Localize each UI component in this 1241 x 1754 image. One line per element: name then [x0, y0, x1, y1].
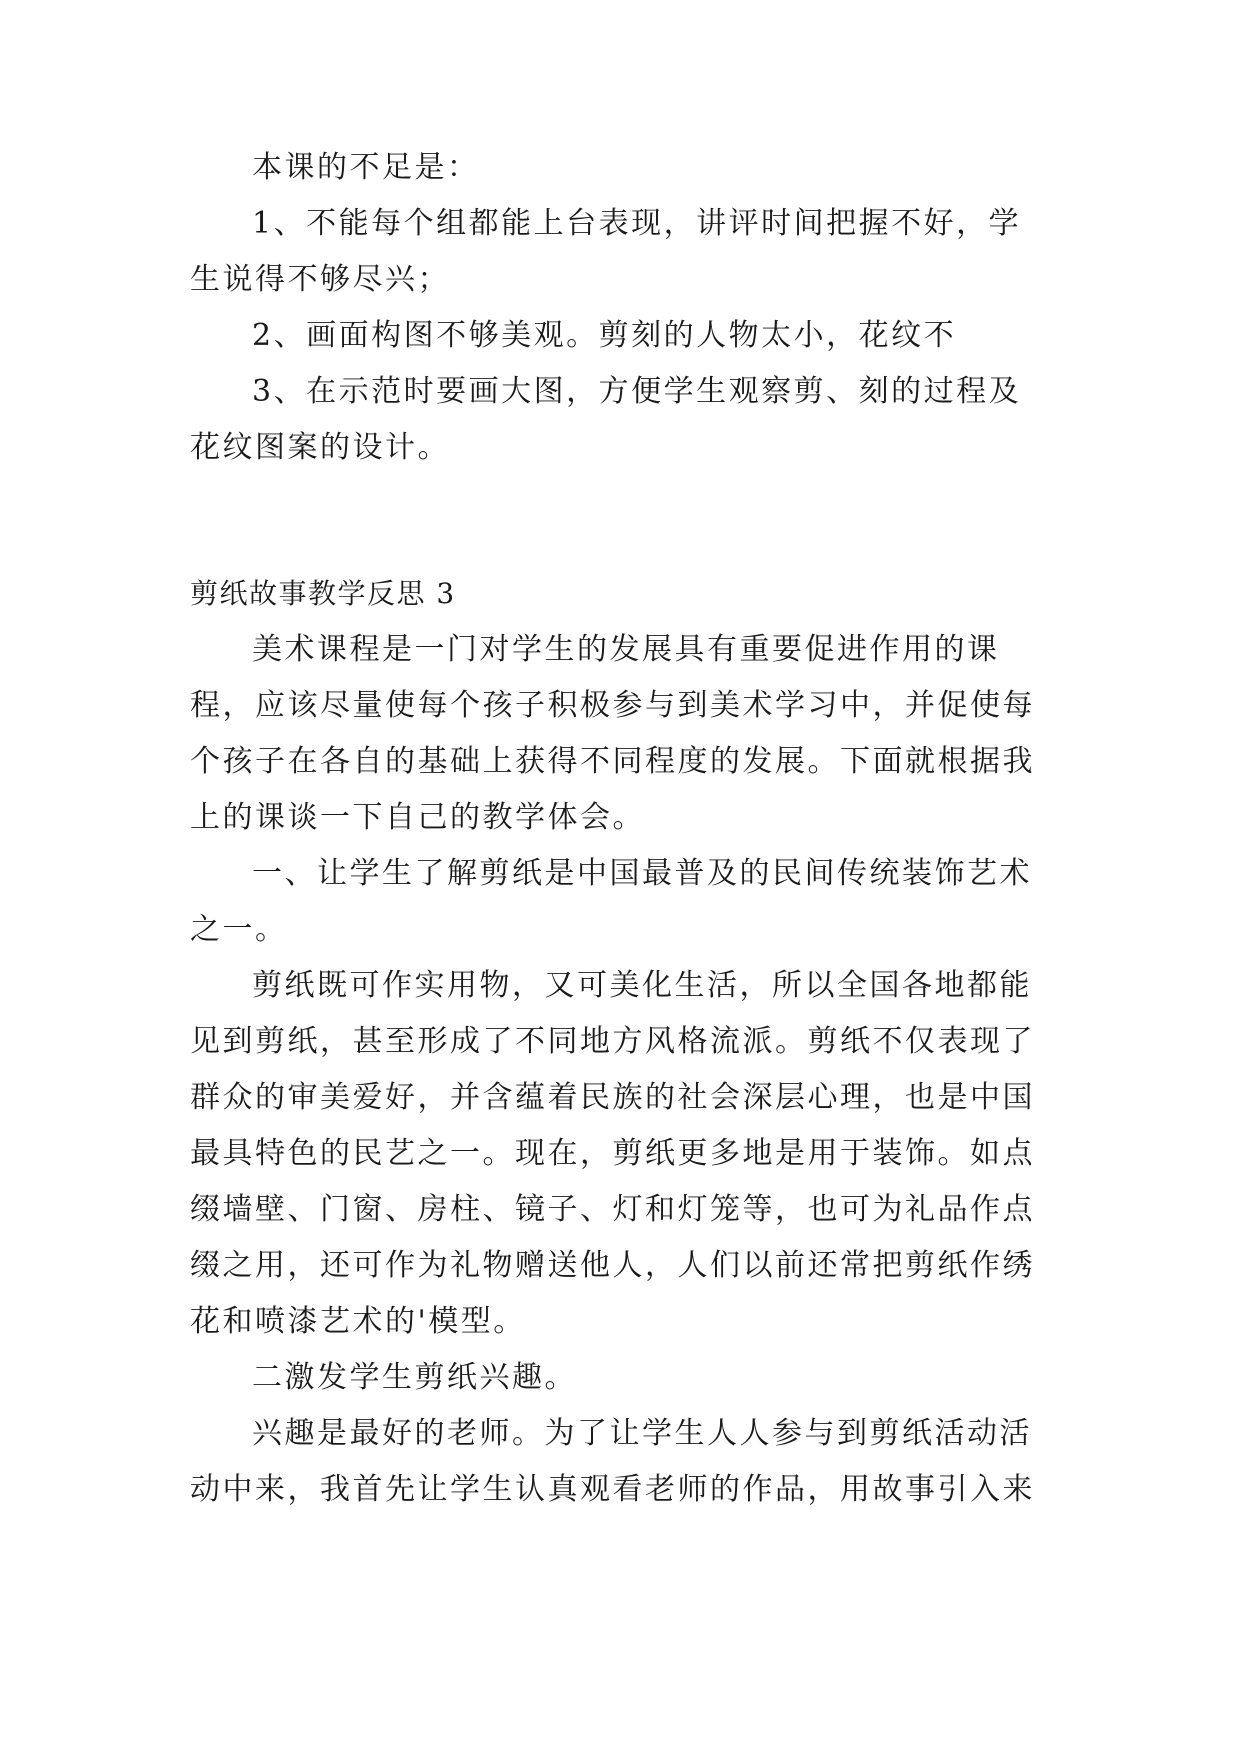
paragraph-5-line-4: 上的课谈一下自己的教学体会。 — [190, 800, 645, 835]
paragraph-6-line-1: 一、让学生了解剪纸是中国最普及的民间传统装饰艺术 — [252, 856, 1032, 891]
list-item-1-line-1: 1、不能每个组都能上台表现，讲评时间把握不好，学 — [252, 206, 1022, 241]
paragraph-9-line-2: 动中来，我首先让学生认真观看老师的作品，用故事引入来 — [190, 1472, 1035, 1507]
paragraph-7-line-4: 最具特色的民艺之一。现在，剪纸更多地是用于装饰。如点 — [190, 1136, 1035, 1171]
paragraph-intro: 本课的不足是： — [252, 150, 480, 185]
list-item-2-line-1: 2、画面构图不够美观。剪刻的人物太小，花纹不 — [252, 318, 957, 353]
paragraph-7-line-2: 见到剪纸，甚至形成了不同地方风格流派。剪纸不仅表现了 — [190, 1024, 1035, 1059]
paragraph-8-line-1: 二激发学生剪纸兴趣。 — [252, 1360, 577, 1395]
section-heading: 剪纸故事教学反思 3 — [190, 577, 456, 610]
paragraph-7-line-3: 群众的审美爱好，并含蕴着民族的社会深层心理，也是中国 — [190, 1080, 1035, 1115]
paragraph-6-line-2: 之一。 — [190, 912, 288, 947]
list-item-3-line-1: 3、在示范时要画大图，方便学生观察剪、刻的过程及 — [252, 374, 1022, 409]
paragraph-7-line-6: 缀之用，还可作为礼物赠送他人，人们以前还常把剪纸作绣 — [190, 1248, 1035, 1283]
paragraph-9-line-1: 兴趣是最好的老师。为了让学生人人参与到剪纸活动活 — [252, 1416, 1032, 1451]
paragraph-5-line-3: 个孩子在各自的基础上获得不同程度的发展。下面就根据我 — [190, 744, 1035, 779]
list-item-3-line-2: 花纹图案的设计。 — [190, 430, 450, 465]
paragraph-7-line-7: 花和喷漆艺术的'模型。 — [190, 1304, 526, 1339]
paragraph-7-line-1: 剪纸既可作实用物，又可美化生活，所以全国各地都能 — [252, 968, 1032, 1003]
list-item-1-line-2: 生说得不够尽兴； — [190, 262, 450, 297]
paragraph-5-line-2: 程，应该尽量使每个孩子积极参与到美术学习中，并促使每 — [190, 688, 1035, 723]
paragraph-5-line-1: 美术课程是一门对学生的发展具有重要促进作用的课 — [252, 632, 1000, 667]
paragraph-7-line-5: 缀墙壁、门窗、房柱、镜子、灯和灯笼等，也可为礼品作点 — [190, 1192, 1035, 1227]
